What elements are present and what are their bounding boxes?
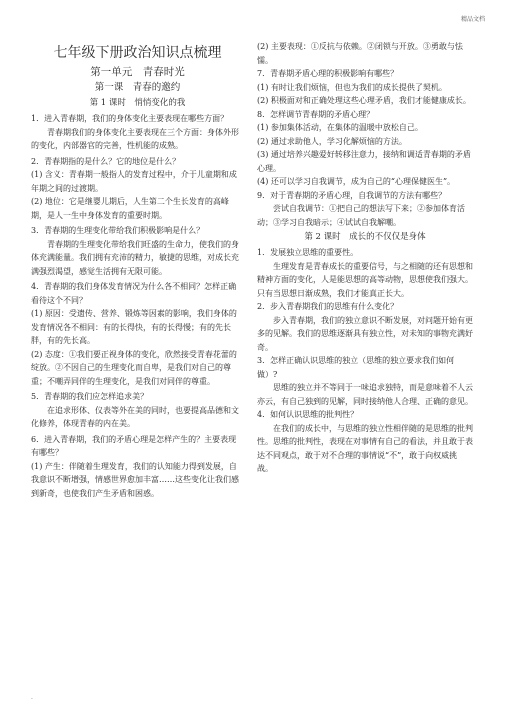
period-heading: 第 2 课时 成长的不仅仅是身体 — [304, 232, 426, 242]
answer: 尝试自我调节：①把自己的想法写下来；②参加体育活动；③学习自我暗示；④试试自我解嘲。 — [257, 204, 465, 227]
unit-heading: 第一单元 青春时光 — [90, 66, 185, 78]
answer: 在我们的成长中，与思维的独立性相伴随的是思维的批判性。思维的批判性，表现在对事情有自己的看法，并且敢于表达不同观点，敢于对不合理的事情说“不”，敢于向权威挑战。 — [257, 423, 473, 473]
answer: 步入青春期，我们的独立意识不断发展，对问题开始有更多的见解。我们的思维逐渐具有独立性，对未知的事物充满好奇。 — [257, 315, 473, 352]
question: 3．青春期的生理变化带给我们积极影响是什么？ — [31, 226, 205, 235]
question: 4．如何认识思维的批判性？ — [257, 410, 359, 419]
answer: (4) 还可以学习自我调节，成为自己的“心理保健医生”。 — [257, 177, 456, 186]
question: 5．青春期的我们应怎样追求美？ — [31, 392, 149, 401]
answer: (2) 态度：①我们要正视身体的变化，欣然接受青春花蕾的绽放。②不因自己的生理变化而自卑，是我们对自己的尊重；不嘲弄同伴的生理变化，是我们对同伴的尊重。 — [31, 349, 237, 386]
answer: 青春期的生理变化带给我们旺盛的生命力，使我们的身体充满能量。我们拥有充沛的精力，敏捷的思维，对成长充满强烈渴望，感觉生活拥有无限可能。 — [31, 239, 239, 276]
period-heading: 第 1 课时 悄悄变化的我 — [89, 98, 186, 108]
answer: (3) 通过培养兴趣爱好转移注意力，接纳和调适青春期的矛盾心理。 — [257, 150, 471, 173]
question: 2．步入青春期我们的思维有什么变化？ — [257, 302, 399, 311]
answer: (1) 产生：伴随着生理发育，我们的认知能力得到发展，自我意识不断增强，情感世界愈加丰富……这些变化让我们感到新奇，也使我们产生矛盾和困惑。 — [31, 461, 239, 498]
question: 9．对于青春期的矛盾心理，自我调节的方法有哪些？ — [257, 190, 447, 200]
lesson-heading: 第一课 青春的邀约 — [94, 82, 181, 93]
answer: (2) 主要表现：①反抗与依赖。②闭锁与开放。③勇敢与怯懦。 — [257, 42, 463, 65]
answer: (1) 原因：受遗传、营养、锻炼等因素的影响，我们身体的发育情况各不相同：有的长得快，有的长得慢；有的先长胖，有的先长高。 — [31, 309, 237, 345]
answer: (2) 积极面对和正确处理这些心理矛盾，我们才能健康成长。 — [257, 96, 471, 105]
question: 4．青春期的我们身体发育情况为什么各不相同？怎样正确看待这个不同？ — [31, 282, 237, 305]
left-column — [31, 44, 244, 500]
document-title: 七年级下册政治知识点梳理 — [53, 45, 222, 61]
answer: (2) 通过求助他人，学习化解烦恼的方法。 — [257, 136, 407, 146]
answer: 思维的独立并不等同于一味追求独特，而是意味着不人云亦云，有自己独到的见解，同时接纳他人合理、正确的意见。 — [257, 383, 473, 406]
question: 8．怎样调节青春期的矛盾心理？ — [257, 109, 375, 119]
answer: 青春期我们的身体变化主要表现在三个方面：身体外形的变化，内部器官的完善，性机能的成熟。 — [31, 127, 239, 150]
footer-dot: . — [31, 694, 33, 701]
question: 2．青春期指的是什么？它的地位是什么？ — [31, 156, 181, 166]
right-column — [257, 40, 473, 476]
answer: (2) 地位：它是继婴儿期后，人生第二个生长发育的高峰期，是人一生中身体发育的重要时期。 — [31, 197, 229, 220]
answer: 在追求形体、仪表等外在美的同时，也要提高品德和文化修养，体现青春的内在美。 — [31, 405, 239, 428]
question: 6．进入青春期，我们的矛盾心理是怎样产生的？主要表现有哪些？ — [31, 434, 237, 457]
answer: (1) 有时让我们烦恼，但也为我们的成长提供了契机。 — [257, 82, 447, 92]
answer: (1) 参加集体活动，在集体的温暖中放松自己。 — [257, 123, 423, 132]
question: 3．怎样正确认识思维的独立（思维的独立要求我们如何做）? — [257, 356, 455, 379]
question: 1．发展独立思维的重要性。 — [257, 248, 359, 257]
answer: (1) 含义：青春期一般指人的发育过程中，介于儿童期和成年期之间的过渡期。 — [31, 170, 237, 193]
question: 1．进入青春期，我们的身体变化主要表现在哪些方面？ — [31, 114, 229, 123]
corner-watermark: 精品文档 — [460, 16, 485, 23]
answer: 生理发育是青春成长的重要信号，与之相随的还有思想和精神方面的变化，人是能思想的高等动物，思想使我们强大。只有当思想日渐成熟，我们才能真正长大。 — [257, 261, 473, 298]
question: 7．青春期矛盾心理的积极影响有哪些？ — [257, 69, 399, 78]
